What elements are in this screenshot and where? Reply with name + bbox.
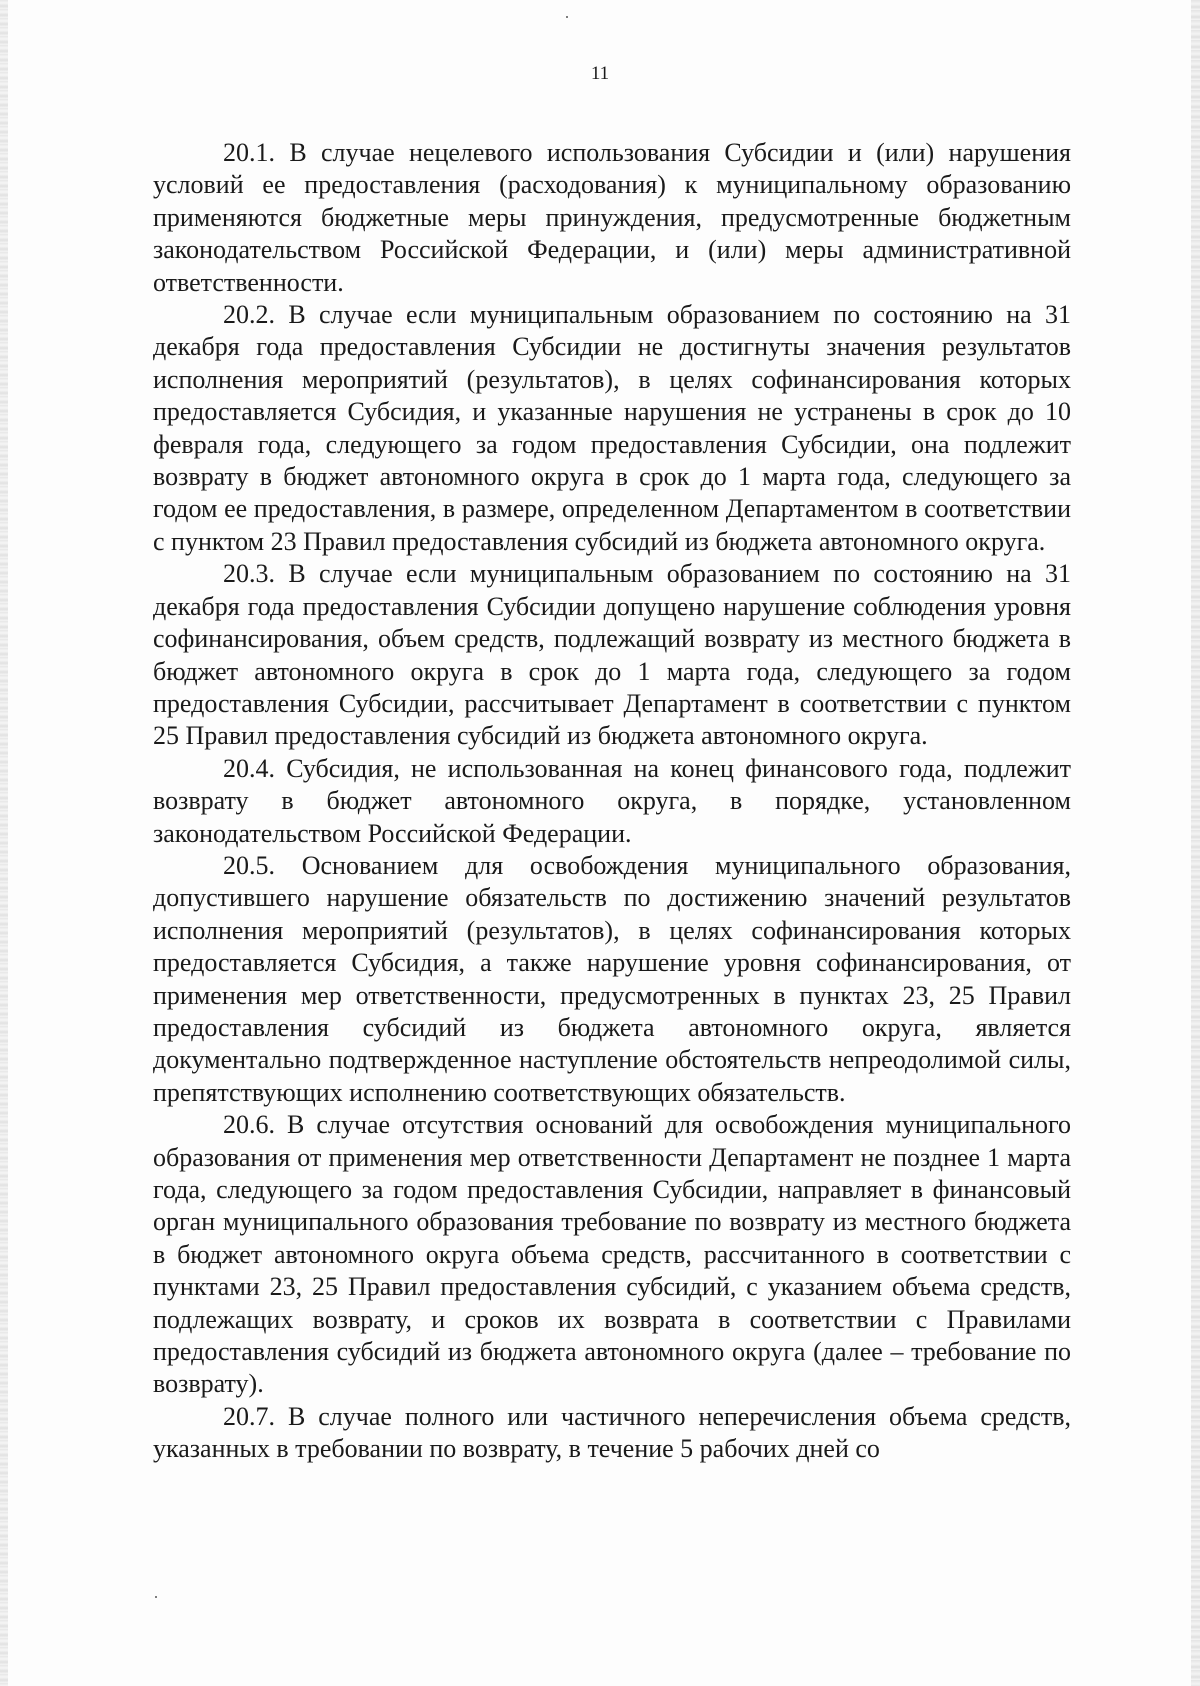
paragraph-20-3: 20.3. В случае если муниципальным образованием по состоянию на 31 декабря года предоставления Субсидии допущено нарушение соблюдения уровня софинансирования, объем средств, подлежащий возврату из местного бюджета в бюджет автономного округа в срок до 1 марта года, следующего за годом предоставления Субсидии, рассчитывает Департамент в соответствии с пунктом 25 Правил предоставления субсидий из бюджета автономного округа. bbox=[153, 559, 1071, 751]
scan-speck-bottom bbox=[155, 1596, 157, 1598]
scan-edge-right bbox=[1191, 0, 1200, 1686]
page-number: 11 bbox=[590, 63, 610, 84]
paragraph-20-2: 20.2. В случае если муниципальным образованием по состоянию на 31 декабря года предоставления Субсидии не достигнуты значения результатов исполнения мероприятий (результатов), в целях софинансирования которых предоставляется Субсидия, и указанные нарушения не устранены в срок до 10 февраля года, следующего за годом предоставления Субсидии, она подлежит возврату в бюджет автономного округа в срок до 1 марта года, следующего за годом ее предоставления, в размере, определенном Департаментом в соответствии с пунктом 23 Правил предоставления субсидий из бюджета автономного округа. bbox=[153, 300, 1071, 556]
paragraph-20-6: 20.6. В случае отсутствия оснований для освобождения муниципального образования от применения мер ответственности Департамент не позднее 1 марта года, следующего за годом предоставления Субсидии, направляет в финансовый орган муниципального образования требование по возврату из местного бюджета в бюджет автономного округа объема средств, рассчитанного в соответствии с пунктами 23, 25 Правил предоставления субсидий, с указанием объема средств, подлежащих возврату, и сроков их возврата в соответствии с Правилами предоставления субсидий из бюджета автономного округа (далее – требование по возврату). bbox=[153, 1110, 1071, 1399]
paragraph-20-1: 20.1. В случае нецелевого использования Субсидии и (или) нарушения условий ее предоставления (расходования) к муниципальному образованию применяются бюджетные меры принуждения, предусмотренные бюджетным законодательством Российской Федерации, и (или) меры административной ответственности. bbox=[153, 138, 1071, 297]
scan-edge-left bbox=[0, 0, 8, 1686]
paragraph-20-5: 20.5. Основанием для освобождения муниципального образования, допустившего нарушение обязательств по достижению значений результатов исполнения мероприятий (результатов), в целях софинансирования которых предоставляется Субсидия, а также нарушение уровня софинансирования, от применения мер ответственности, предусмотренных в пунктах 23, 25 Правил предоставления субсидий из бюджета автономного округа, является документально подтвержденное наступление обстоятельств непреодолимой силы, препятствующих исполнению соответствующих обязательств. bbox=[153, 850, 1071, 1107]
scan-speck-top bbox=[566, 16, 568, 18]
paragraph-20-7: 20.7. В случае полного или частичного неперечисления объема средств, указанных в требовании по возврату, в течение 5 рабочих дней со bbox=[153, 1401, 1071, 1464]
document-body bbox=[153, 137, 1071, 1466]
paragraph-20-4: 20.4. Субсидия, не использованная на конец финансового года, подлежит возврату в бюджет автономного округа, в порядке, установленном законодательством Российской Федерации. bbox=[153, 753, 1071, 848]
